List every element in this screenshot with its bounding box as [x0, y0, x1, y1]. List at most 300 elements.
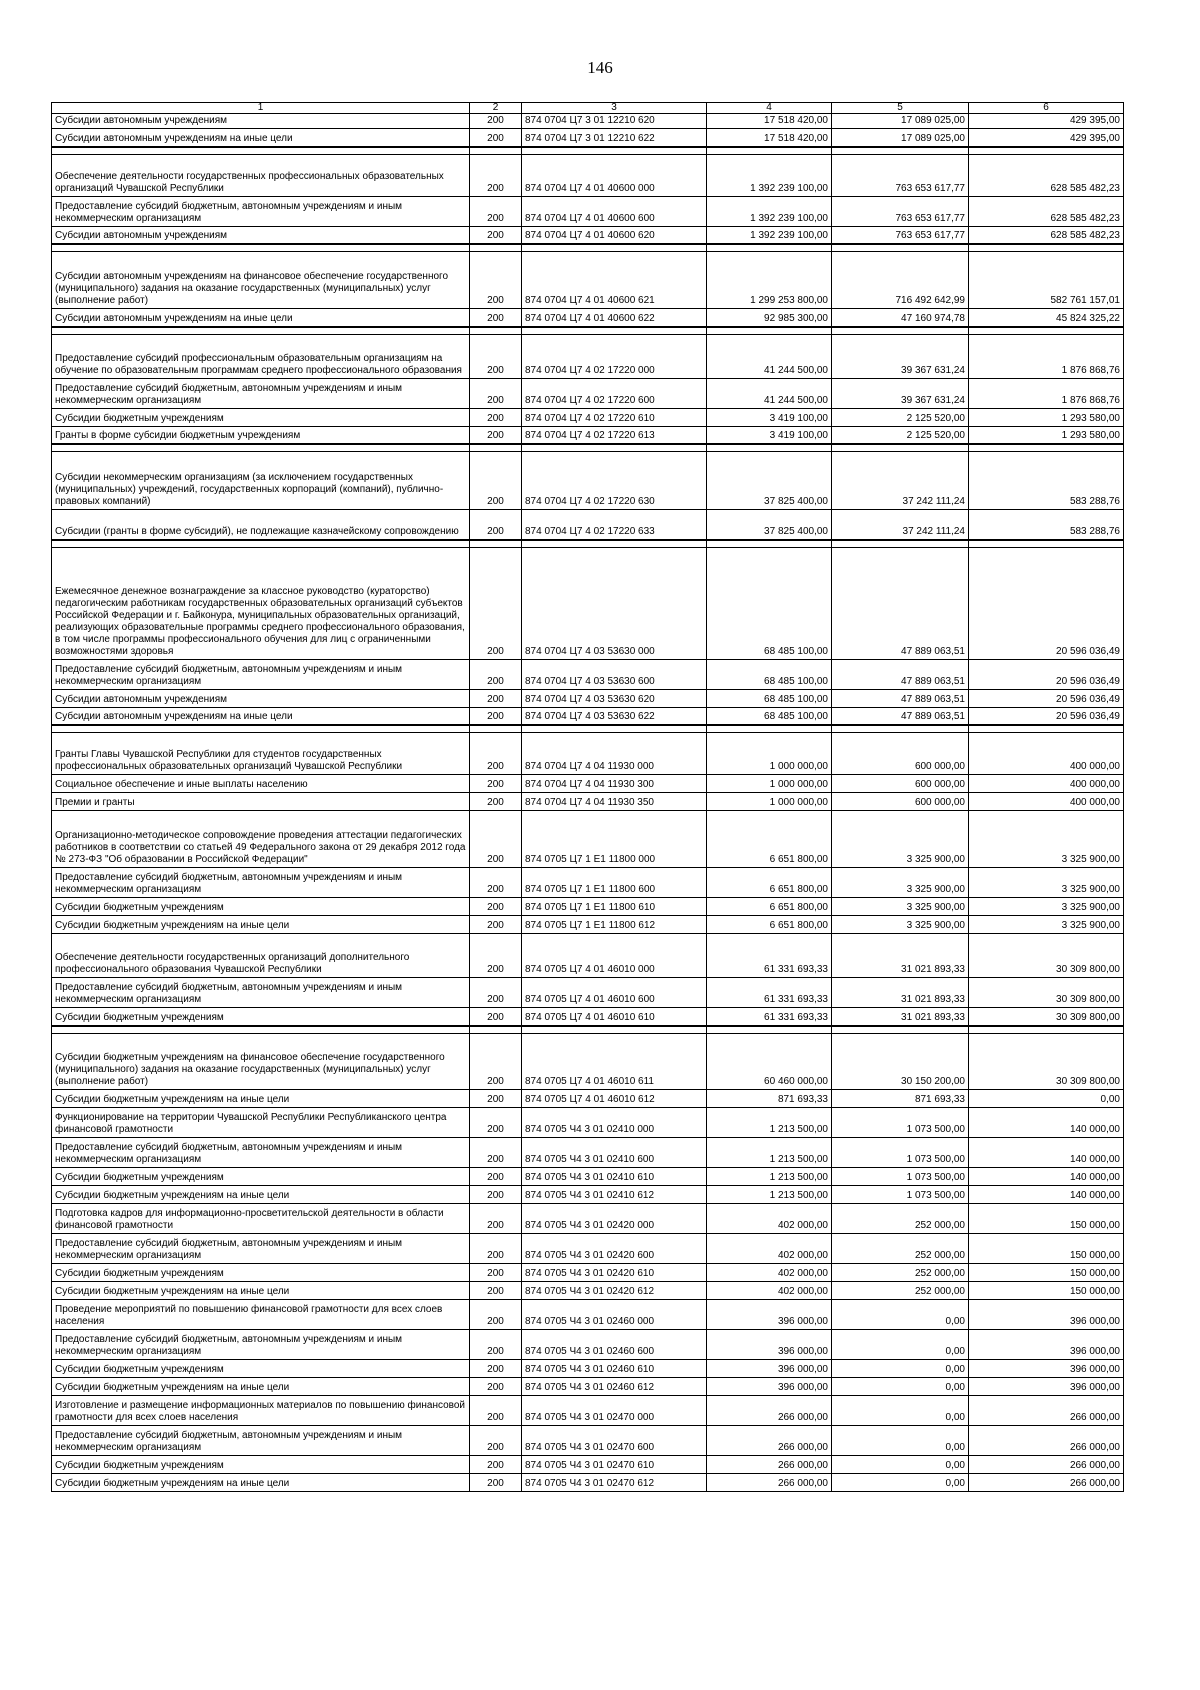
separator-cell	[470, 244, 522, 252]
table-row	[52, 334, 1124, 378]
row-remaining: 30 309 800,00	[969, 1008, 1124, 1026]
table-row	[52, 1425, 1124, 1455]
row-remaining: 628 585 482,23	[969, 196, 1124, 226]
row-name: Подготовка кадров для информационно-просветительской деятельности в области финансовой грамотности	[52, 1203, 470, 1233]
row-remaining: 3 325 900,00	[969, 898, 1124, 916]
row-remaining: 628 585 482,23	[969, 226, 1124, 244]
row-remaining: 150 000,00	[969, 1281, 1124, 1299]
separator-cell	[52, 244, 470, 252]
table-row	[52, 129, 1124, 147]
separator-cell	[52, 327, 470, 335]
table-row	[52, 510, 1124, 540]
table-row	[52, 1329, 1124, 1359]
row-remaining: 140 000,00	[969, 1185, 1124, 1203]
row-approved: 1 213 500,00	[707, 1167, 832, 1185]
row-name: Премии и гранты	[52, 793, 470, 811]
row-separator	[52, 725, 1124, 733]
row-budget-code: 874 0704 Ц7 4 02 17220 610	[522, 408, 707, 426]
row-budget-code: 874 0705 Ц7 1 Е1 11800 610	[522, 898, 707, 916]
separator-cell	[52, 147, 470, 155]
row-remaining: 45 824 325,22	[969, 309, 1124, 327]
row-executed: 0,00	[832, 1329, 969, 1359]
row-budget-code: 874 0705 Ч4 3 01 02410 612	[522, 1185, 707, 1203]
table-row	[52, 408, 1124, 426]
separator-cell	[969, 540, 1124, 548]
row-approved: 68 485 100,00	[707, 547, 832, 659]
row-executed: 17 089 025,00	[832, 129, 969, 147]
row-remaining: 583 288,76	[969, 452, 1124, 510]
row-code: 200	[470, 154, 522, 196]
row-name: Субсидии бюджетным учреждениям на иные цели	[52, 1473, 470, 1491]
row-executed: 1 073 500,00	[832, 1107, 969, 1137]
row-budget-code: 874 0705 Ц7 4 01 46010 610	[522, 1008, 707, 1026]
row-remaining: 266 000,00	[969, 1455, 1124, 1473]
table-row	[52, 1185, 1124, 1203]
row-code: 200	[470, 129, 522, 147]
table-row	[52, 1281, 1124, 1299]
row-separator	[52, 327, 1124, 335]
row-approved: 1 299 253 800,00	[707, 252, 832, 309]
separator-cell	[52, 1026, 470, 1034]
separator-cell	[522, 327, 707, 335]
row-name: Предоставление субсидий бюджетным, автономным учреждениям и иным некоммерческим организациям	[52, 978, 470, 1008]
row-name: Предоставление субсидий бюджетным, автономным учреждениям и иным некоммерческим организациям	[52, 1425, 470, 1455]
column-number: 2	[470, 103, 522, 114]
row-executed: 600 000,00	[832, 793, 969, 811]
row-budget-code: 874 0704 Ц7 4 01 40600 620	[522, 226, 707, 244]
row-name: Субсидии автономным учреждениям	[52, 114, 470, 129]
row-budget-code: 874 0705 Ч4 3 01 02460 000	[522, 1299, 707, 1329]
row-name: Субсидии бюджетным учреждениям	[52, 1359, 470, 1377]
separator-cell	[470, 147, 522, 155]
row-budget-code: 874 0704 Ц7 4 01 40600 622	[522, 309, 707, 327]
row-approved: 17 518 420,00	[707, 114, 832, 129]
row-budget-code: 874 0704 Ц7 4 03 53630 600	[522, 659, 707, 689]
row-code: 200	[470, 1299, 522, 1329]
row-approved: 1 000 000,00	[707, 733, 832, 775]
separator-cell	[832, 1026, 969, 1034]
separator-cell	[707, 444, 832, 452]
row-name: Предоставление субсидий бюджетным, автономным учреждениям и иным некоммерческим организациям	[52, 1233, 470, 1263]
row-approved: 68 485 100,00	[707, 707, 832, 725]
row-name: Предоставление субсидий бюджетным, автономным учреждениям и иным некоммерческим организациям	[52, 868, 470, 898]
row-budget-code: 874 0704 Ц7 4 04 11930 350	[522, 793, 707, 811]
row-approved: 396 000,00	[707, 1359, 832, 1377]
column-number: 3	[522, 103, 707, 114]
row-executed: 600 000,00	[832, 775, 969, 793]
row-code: 200	[470, 378, 522, 408]
table-row	[52, 226, 1124, 244]
row-code: 200	[470, 309, 522, 327]
row-remaining: 266 000,00	[969, 1473, 1124, 1491]
row-code: 200	[470, 978, 522, 1008]
row-remaining: 429 395,00	[969, 114, 1124, 129]
row-name: Организационно-методическое сопровождение проведения аттестации педагогических работников в соответствии со статьей 49 Федерального закона от 29 декабря 2012 года № 273-ФЗ "Об образовании в Российской Федерации"	[52, 811, 470, 868]
separator-cell	[470, 725, 522, 733]
row-separator	[52, 540, 1124, 548]
row-executed: 0,00	[832, 1299, 969, 1329]
row-separator	[52, 1026, 1124, 1034]
row-code: 200	[470, 452, 522, 510]
row-executed: 37 242 111,24	[832, 510, 969, 540]
row-approved: 68 485 100,00	[707, 659, 832, 689]
row-code: 200	[470, 689, 522, 707]
table-body	[52, 114, 1124, 1492]
row-name: Обеспечение деятельности государственных организаций дополнительного профессионального образования Чувашской Республики	[52, 934, 470, 978]
row-budget-code: 874 0705 Ч4 3 01 02420 612	[522, 1281, 707, 1299]
row-executed: 763 653 617,77	[832, 226, 969, 244]
separator-cell	[832, 147, 969, 155]
row-name: Обеспечение деятельности государственных профессиональных образовательных организаций Чувашской Республики	[52, 154, 470, 196]
row-approved: 871 693,33	[707, 1089, 832, 1107]
row-remaining: 1 293 580,00	[969, 426, 1124, 444]
table-row	[52, 1033, 1124, 1089]
row-executed: 0,00	[832, 1395, 969, 1425]
row-remaining: 1 876 868,76	[969, 334, 1124, 378]
table-row	[52, 1167, 1124, 1185]
row-budget-code: 874 0705 Ч4 3 01 02410 600	[522, 1137, 707, 1167]
page-number: 146	[587, 58, 613, 77]
table-row	[52, 1008, 1124, 1026]
row-approved: 402 000,00	[707, 1233, 832, 1263]
row-budget-code: 874 0704 Ц7 4 04 11930 300	[522, 775, 707, 793]
row-remaining: 429 395,00	[969, 129, 1124, 147]
row-approved: 6 651 800,00	[707, 916, 832, 934]
row-separator	[52, 444, 1124, 452]
row-executed: 47 889 063,51	[832, 659, 969, 689]
row-executed: 252 000,00	[832, 1281, 969, 1299]
row-name: Предоставление субсидий бюджетным, автономным учреждениям и иным некоммерческим организациям	[52, 1329, 470, 1359]
row-name: Субсидии бюджетным учреждениям на иные цели	[52, 1185, 470, 1203]
row-approved: 396 000,00	[707, 1329, 832, 1359]
row-remaining: 396 000,00	[969, 1359, 1124, 1377]
separator-cell	[470, 327, 522, 335]
row-code: 200	[470, 733, 522, 775]
row-budget-code: 874 0704 Ц7 4 01 40600 000	[522, 154, 707, 196]
row-code: 200	[470, 1329, 522, 1359]
separator-cell	[470, 1026, 522, 1034]
separator-cell	[522, 1026, 707, 1034]
row-code: 200	[470, 510, 522, 540]
row-remaining: 20 596 036,49	[969, 547, 1124, 659]
row-executed: 0,00	[832, 1425, 969, 1455]
row-code: 200	[470, 547, 522, 659]
row-name: Субсидии автономным учреждениям	[52, 689, 470, 707]
row-budget-code: 874 0704 Ц7 4 03 53630 000	[522, 547, 707, 659]
row-executed: 0,00	[832, 1377, 969, 1395]
row-name: Субсидии бюджетным учреждениям	[52, 408, 470, 426]
row-code: 200	[470, 1425, 522, 1455]
table-row	[52, 1107, 1124, 1137]
row-name: Субсидии бюджетным учреждениям	[52, 1263, 470, 1281]
table-row	[52, 452, 1124, 510]
table-row	[52, 707, 1124, 725]
row-approved: 41 244 500,00	[707, 378, 832, 408]
separator-cell	[52, 540, 470, 548]
row-budget-code: 874 0705 Ч4 3 01 02470 612	[522, 1473, 707, 1491]
row-approved: 266 000,00	[707, 1473, 832, 1491]
separator-cell	[832, 725, 969, 733]
row-budget-code: 874 0704 Ц7 3 01 12210 622	[522, 129, 707, 147]
table-row	[52, 1137, 1124, 1167]
row-approved: 1 213 500,00	[707, 1107, 832, 1137]
column-number: 5	[832, 103, 969, 114]
row-executed: 0,00	[832, 1473, 969, 1491]
row-remaining: 3 325 900,00	[969, 811, 1124, 868]
row-name: Предоставление субсидий бюджетным, автономным учреждениям и иным некоммерческим организациям	[52, 659, 470, 689]
row-approved: 1 000 000,00	[707, 793, 832, 811]
row-code: 200	[470, 114, 522, 129]
row-code: 200	[470, 1137, 522, 1167]
row-remaining: 396 000,00	[969, 1299, 1124, 1329]
row-remaining: 400 000,00	[969, 733, 1124, 775]
row-budget-code: 874 0704 Ц7 4 04 11930 000	[522, 733, 707, 775]
row-executed: 1 073 500,00	[832, 1167, 969, 1185]
row-name: Гранты в форме субсидии бюджетным учреждениям	[52, 426, 470, 444]
row-executed: 3 325 900,00	[832, 868, 969, 898]
separator-cell	[969, 444, 1124, 452]
row-approved: 266 000,00	[707, 1395, 832, 1425]
row-remaining: 400 000,00	[969, 793, 1124, 811]
row-executed: 39 367 631,24	[832, 334, 969, 378]
table-row	[52, 1203, 1124, 1233]
separator-cell	[522, 444, 707, 452]
row-approved: 1 213 500,00	[707, 1137, 832, 1167]
separator-cell	[470, 540, 522, 548]
table-row	[52, 659, 1124, 689]
row-budget-code: 874 0704 Ц7 4 03 53630 622	[522, 707, 707, 725]
row-budget-code: 874 0704 Ц7 4 01 40600 600	[522, 196, 707, 226]
row-remaining: 1 293 580,00	[969, 408, 1124, 426]
row-name: Гранты Главы Чувашской Республики для студентов государственных профессиональных образовательных организаций Чувашской Республики	[52, 733, 470, 775]
table-row	[52, 1233, 1124, 1263]
row-executed: 3 325 900,00	[832, 898, 969, 916]
row-executed: 600 000,00	[832, 733, 969, 775]
row-name: Субсидии автономным учреждениям на финансовое обеспечение государственного (муниципального) задания на оказание государственных (муниципальных) услуг (выполнение работ)	[52, 252, 470, 309]
row-executed: 47 889 063,51	[832, 547, 969, 659]
row-remaining: 30 309 800,00	[969, 1033, 1124, 1089]
row-budget-code: 874 0705 Ц7 4 01 46010 612	[522, 1089, 707, 1107]
table-row	[52, 775, 1124, 793]
row-name: Субсидии автономным учреждениям на иные цели	[52, 309, 470, 327]
row-executed: 31 021 893,33	[832, 934, 969, 978]
table-row	[52, 154, 1124, 196]
separator-cell	[707, 725, 832, 733]
table-row	[52, 114, 1124, 129]
row-name: Субсидии (гранты в форме субсидий), не подлежащие казначейскому сопровождению	[52, 510, 470, 540]
table-row	[52, 1377, 1124, 1395]
row-budget-code: 874 0705 Ч4 3 01 02420 000	[522, 1203, 707, 1233]
row-approved: 6 651 800,00	[707, 898, 832, 916]
row-approved: 402 000,00	[707, 1263, 832, 1281]
row-code: 200	[470, 1107, 522, 1137]
row-remaining: 30 309 800,00	[969, 978, 1124, 1008]
table-row	[52, 1395, 1124, 1425]
table-row	[52, 196, 1124, 226]
row-budget-code: 874 0704 Ц7 4 02 17220 630	[522, 452, 707, 510]
row-budget-code: 874 0705 Ч4 3 01 02460 610	[522, 1359, 707, 1377]
row-code: 200	[470, 659, 522, 689]
row-name: Субсидии бюджетным учреждениям	[52, 1167, 470, 1185]
row-budget-code: 874 0705 Ч4 3 01 02420 600	[522, 1233, 707, 1263]
separator-cell	[969, 327, 1124, 335]
row-executed: 1 073 500,00	[832, 1137, 969, 1167]
separator-cell	[522, 244, 707, 252]
row-budget-code: 874 0705 Ч4 3 01 02460 600	[522, 1329, 707, 1359]
row-approved: 3 419 100,00	[707, 426, 832, 444]
row-approved: 1 392 239 100,00	[707, 196, 832, 226]
row-executed: 47 889 063,51	[832, 689, 969, 707]
row-executed: 2 125 520,00	[832, 408, 969, 426]
table-row	[52, 898, 1124, 916]
table-row	[52, 1263, 1124, 1281]
table-row	[52, 793, 1124, 811]
row-approved: 402 000,00	[707, 1281, 832, 1299]
row-code: 200	[470, 1008, 522, 1026]
row-code: 200	[470, 1359, 522, 1377]
table-row	[52, 978, 1124, 1008]
row-approved: 41 244 500,00	[707, 334, 832, 378]
row-approved: 1 392 239 100,00	[707, 226, 832, 244]
row-executed: 31 021 893,33	[832, 978, 969, 1008]
row-code: 200	[470, 811, 522, 868]
row-remaining: 150 000,00	[969, 1203, 1124, 1233]
row-remaining: 20 596 036,49	[969, 659, 1124, 689]
separator-cell	[707, 327, 832, 335]
separator-cell	[707, 1026, 832, 1034]
row-budget-code: 874 0705 Ц7 1 Е1 11800 600	[522, 868, 707, 898]
row-code: 200	[470, 1167, 522, 1185]
row-code: 200	[470, 1281, 522, 1299]
row-remaining: 3 325 900,00	[969, 868, 1124, 898]
column-number-row	[52, 103, 1124, 114]
row-budget-code: 874 0705 Ч4 3 01 02410 610	[522, 1167, 707, 1185]
table-row	[52, 916, 1124, 934]
row-code: 200	[470, 1233, 522, 1263]
table-row	[52, 1359, 1124, 1377]
table-row	[52, 934, 1124, 978]
row-budget-code: 874 0705 Ц7 4 01 46010 600	[522, 978, 707, 1008]
row-code: 200	[470, 426, 522, 444]
table-row	[52, 689, 1124, 707]
column-number: 4	[707, 103, 832, 114]
separator-cell	[969, 244, 1124, 252]
row-code: 200	[470, 1263, 522, 1281]
table-row	[52, 1089, 1124, 1107]
separator-cell	[969, 725, 1124, 733]
row-executed: 252 000,00	[832, 1203, 969, 1233]
row-name: Проведение мероприятий по повышению финансовой грамотности для всех слоев населения	[52, 1299, 470, 1329]
row-name: Предоставление субсидий бюджетным, автономным учреждениям и иным некоммерческим организациям	[52, 196, 470, 226]
row-name: Субсидии бюджетным учреждениям	[52, 898, 470, 916]
row-name: Субсидии автономным учреждениям на иные цели	[52, 129, 470, 147]
row-approved: 61 331 693,33	[707, 1008, 832, 1026]
row-separator	[52, 244, 1124, 252]
table-row	[52, 811, 1124, 868]
table-row	[52, 868, 1124, 898]
row-name: Функционирование на территории Чувашской Республики Республиканского центра финансовой грамотности	[52, 1107, 470, 1137]
row-budget-code: 874 0704 Ц7 4 03 53630 620	[522, 689, 707, 707]
row-name: Субсидии бюджетным учреждениям	[52, 1008, 470, 1026]
row-approved: 266 000,00	[707, 1425, 832, 1455]
row-name: Субсидии бюджетным учреждениям на финансовое обеспечение государственного (муниципального) задания на оказание государственных (муниципальных) услуг (выполнение работ)	[52, 1033, 470, 1089]
row-code: 200	[470, 1473, 522, 1491]
row-executed: 0,00	[832, 1455, 969, 1473]
row-remaining: 582 761 157,01	[969, 252, 1124, 309]
row-executed: 39 367 631,24	[832, 378, 969, 408]
row-name: Субсидии бюджетным учреждениям на иные цели	[52, 1089, 470, 1107]
separator-cell	[707, 540, 832, 548]
row-code: 200	[470, 1395, 522, 1425]
row-approved: 396 000,00	[707, 1377, 832, 1395]
separator-cell	[522, 725, 707, 733]
row-name: Предоставление субсидий бюджетным, автономным учреждениям и иным некоммерческим организациям	[52, 378, 470, 408]
row-name: Субсидии бюджетным учреждениям	[52, 1455, 470, 1473]
separator-cell	[52, 444, 470, 452]
row-remaining: 396 000,00	[969, 1329, 1124, 1359]
row-executed: 716 492 642,99	[832, 252, 969, 309]
row-remaining: 0,00	[969, 1089, 1124, 1107]
row-approved: 1 213 500,00	[707, 1185, 832, 1203]
row-code: 200	[470, 196, 522, 226]
separator-cell	[707, 244, 832, 252]
row-budget-code: 874 0705 Ч4 3 01 02420 610	[522, 1263, 707, 1281]
row-code: 200	[470, 334, 522, 378]
row-budget-code: 874 0705 Ц7 4 01 46010 000	[522, 934, 707, 978]
row-budget-code: 874 0705 Ч4 3 01 02410 000	[522, 1107, 707, 1137]
column-number: 6	[969, 103, 1124, 114]
column-number: 1	[52, 103, 470, 114]
row-code: 200	[470, 868, 522, 898]
row-executed: 2 125 520,00	[832, 426, 969, 444]
row-code: 200	[470, 1089, 522, 1107]
row-budget-code: 874 0705 Ц7 1 Е1 11800 000	[522, 811, 707, 868]
row-name: Субсидии бюджетным учреждениям на иные цели	[52, 1377, 470, 1395]
row-remaining: 583 288,76	[969, 510, 1124, 540]
row-code: 200	[470, 898, 522, 916]
row-code: 200	[470, 1455, 522, 1473]
row-remaining: 30 309 800,00	[969, 934, 1124, 978]
row-remaining: 150 000,00	[969, 1233, 1124, 1263]
row-approved: 3 419 100,00	[707, 408, 832, 426]
table-row	[52, 733, 1124, 775]
row-code: 200	[470, 1377, 522, 1395]
row-budget-code: 874 0705 Ч4 3 01 02470 000	[522, 1395, 707, 1425]
row-approved: 1 392 239 100,00	[707, 154, 832, 196]
row-name: Ежемесячное денежное вознаграждение за классное руководство (кураторство) педагогическим работникам государственных образовательных организаций субъектов Российской Федерации и г. Байконура, муниципальных образовательных организаций, реализующих образовательные программы среднего профессионального образования, в том числе программы профессионального обучения для лиц с ограниченными возможностями здоровья	[52, 547, 470, 659]
separator-cell	[522, 147, 707, 155]
row-code: 200	[470, 775, 522, 793]
row-name: Предоставление субсидий бюджетным, автономным учреждениям и иным некоммерческим организациям	[52, 1137, 470, 1167]
row-executed: 763 653 617,77	[832, 196, 969, 226]
row-executed: 763 653 617,77	[832, 154, 969, 196]
row-name: Субсидии автономным учреждениям на иные цели	[52, 707, 470, 725]
row-approved: 61 331 693,33	[707, 934, 832, 978]
row-executed: 3 325 900,00	[832, 811, 969, 868]
row-budget-code: 874 0704 Ц7 4 02 17220 613	[522, 426, 707, 444]
row-budget-code: 874 0704 Ц7 4 02 17220 600	[522, 378, 707, 408]
row-remaining: 266 000,00	[969, 1425, 1124, 1455]
row-remaining: 140 000,00	[969, 1167, 1124, 1185]
row-approved: 37 825 400,00	[707, 452, 832, 510]
row-code: 200	[470, 934, 522, 978]
row-budget-code: 874 0705 Ч4 3 01 02470 600	[522, 1425, 707, 1455]
row-approved: 37 825 400,00	[707, 510, 832, 540]
row-executed: 37 242 111,24	[832, 452, 969, 510]
row-budget-code: 874 0705 Ц7 4 01 46010 611	[522, 1033, 707, 1089]
row-approved: 1 000 000,00	[707, 775, 832, 793]
row-separator	[52, 147, 1124, 155]
